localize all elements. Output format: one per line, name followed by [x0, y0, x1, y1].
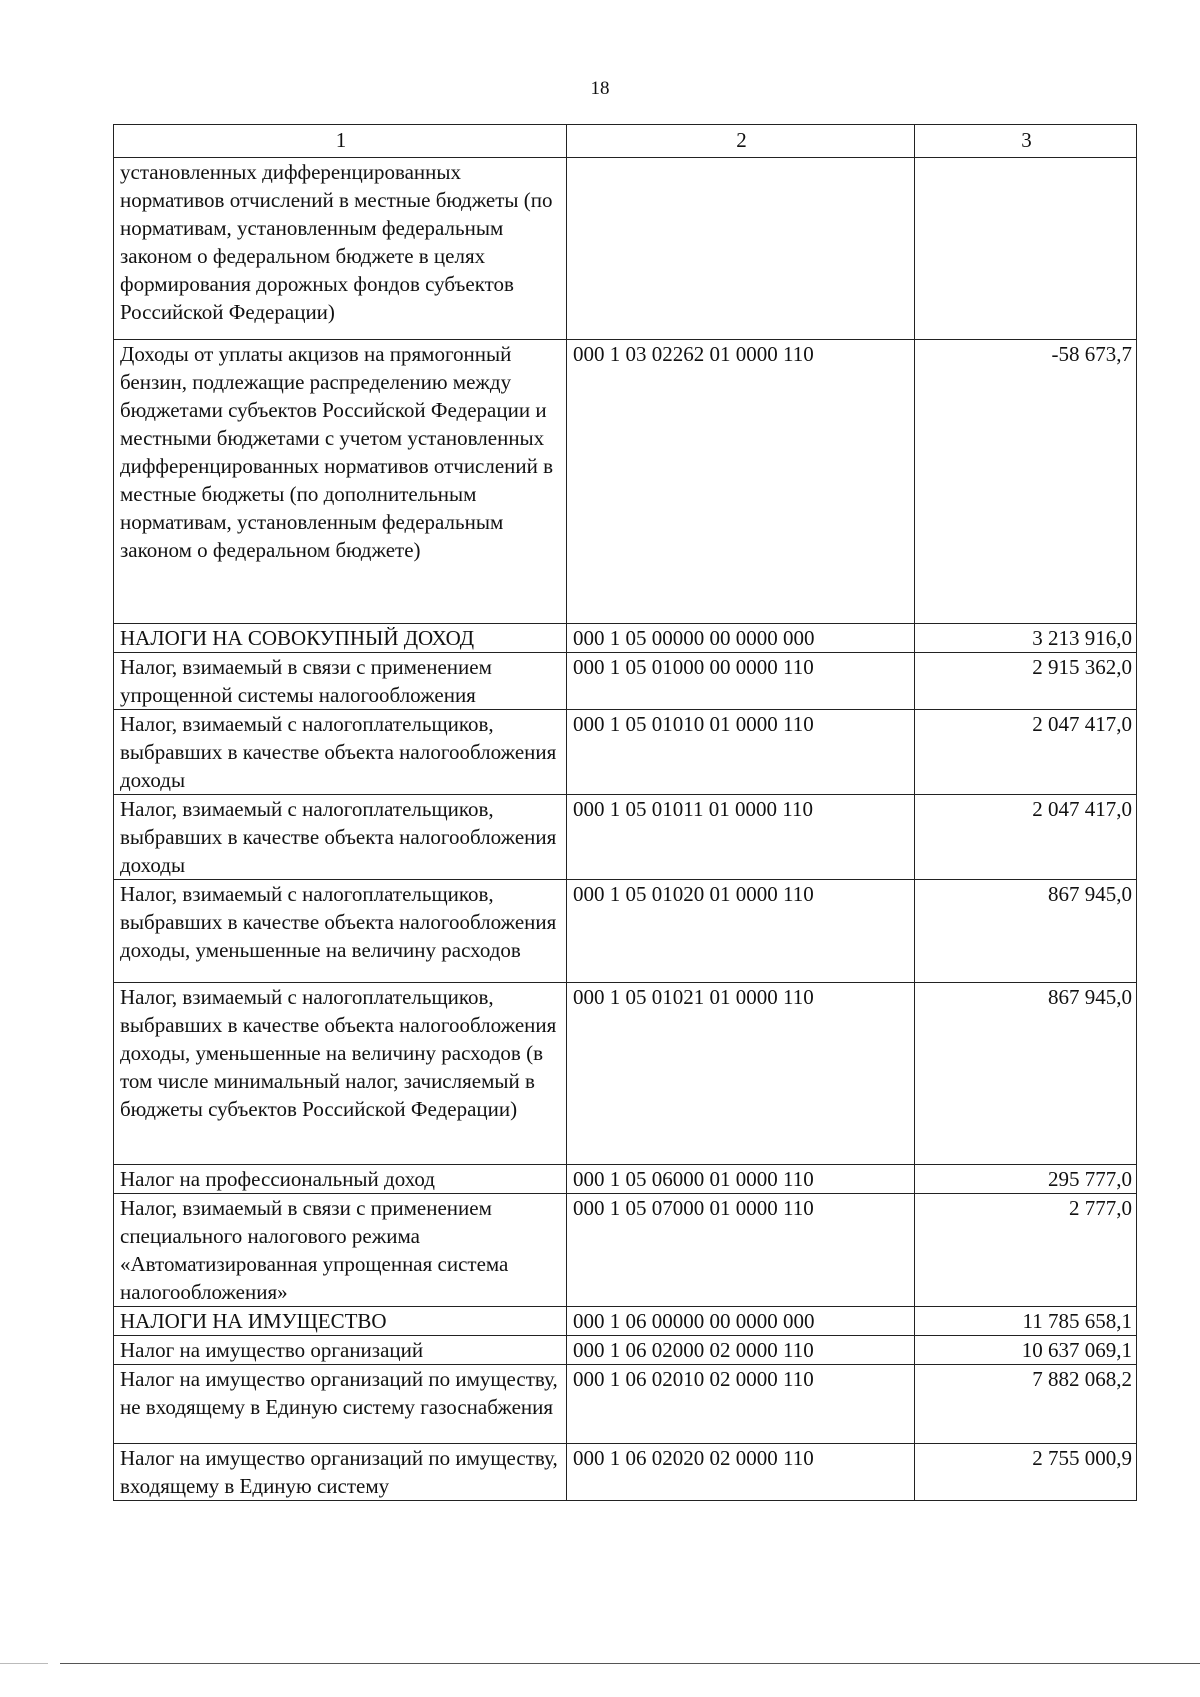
row-amount: 3 213 916,0 — [915, 624, 1137, 653]
table-row — [114, 1307, 1137, 1336]
row-name: установленных дифференцированных нормативов отчислений в местные бюджеты (по нормативам, установленным федеральным законом о федеральном бюджете в целях формирования дорожных фондов субъектов Российской Федерации) — [114, 158, 567, 340]
row-amount: 7 882 068,2 — [915, 1365, 1137, 1444]
row-code: 000 1 03 02262 01 0000 110 — [567, 340, 915, 624]
row-amount: 10 637 069,1 — [915, 1336, 1137, 1365]
row-name: Налог, взимаемый с налогоплательщиков, выбравших в качестве объекта налогообложения доходы — [114, 710, 567, 795]
table-row — [114, 983, 1137, 1165]
row-name: Доходы от уплаты акцизов на прямогонный бензин, подлежащие распределению между бюджетами субъектов Российской Федерации и местными бюджетами с учетом установленных дифференцированных нормативов отчислений в местные бюджеты (по дополнительным нормативам, установленным федеральным законом о федеральном бюджете) — [114, 340, 567, 624]
row-code: 000 1 06 00000 00 0000 000 — [567, 1307, 915, 1336]
row-name: НАЛОГИ НА ИМУЩЕСТВО — [114, 1307, 567, 1336]
row-name: Налог, взимаемый в связи с применением специального налогового режима «Автоматизированная упрощенная система налогообложения» — [114, 1194, 567, 1307]
footer-rule-left — [0, 1663, 48, 1664]
row-code: 000 1 05 01011 01 0000 110 — [567, 795, 915, 880]
table-row — [114, 880, 1137, 983]
table-row — [114, 653, 1137, 710]
row-amount: 2 047 417,0 — [915, 710, 1137, 795]
row-name: Налог, взимаемый в связи с применением упрощенной системы налогообложения — [114, 653, 567, 710]
row-code: 000 1 05 01000 00 0000 110 — [567, 653, 915, 710]
table-row — [114, 1444, 1137, 1501]
row-code: 000 1 05 07000 01 0000 110 — [567, 1194, 915, 1307]
row-code: 000 1 05 00000 00 0000 000 — [567, 624, 915, 653]
page-number: 18 — [590, 78, 610, 99]
row-name: Налог на профессиональный доход — [114, 1165, 567, 1194]
row-amount: 11 785 658,1 — [915, 1307, 1137, 1336]
row-name: Налог на имущество организаций по имуществу, не входящему в Единую систему газоснабжения — [114, 1365, 567, 1444]
row-name: Налог, взимаемый с налогоплательщиков, выбравших в качестве объекта налогообложения доходы, уменьшенные на величину расходов (в том числе минимальный налог, зачисляемый в бюджеты субъектов Российской Федерации) — [114, 983, 567, 1165]
row-amount — [915, 158, 1137, 340]
row-code: 000 1 06 02000 02 0000 110 — [567, 1336, 915, 1365]
table-row — [114, 1194, 1137, 1307]
column-header-row — [114, 125, 1137, 158]
row-name: Налог на имущество организаций — [114, 1336, 567, 1365]
column-header-2: 2 — [567, 125, 915, 158]
row-name: Налог на имущество организаций по имуществу, входящему в Единую систему — [114, 1444, 567, 1501]
row-amount: 867 945,0 — [915, 983, 1137, 1165]
row-amount: 2 755 000,9 — [915, 1444, 1137, 1501]
row-name: НАЛОГИ НА СОВОКУПНЫЙ ДОХОД — [114, 624, 567, 653]
row-code: 000 1 06 02010 02 0000 110 — [567, 1365, 915, 1444]
row-code: 000 1 05 01020 01 0000 110 — [567, 880, 915, 983]
row-code: 000 1 05 06000 01 0000 110 — [567, 1165, 915, 1194]
table-row — [114, 1336, 1137, 1365]
row-code — [567, 158, 915, 340]
column-header-1: 1 — [114, 125, 567, 158]
row-code: 000 1 05 01021 01 0000 110 — [567, 983, 915, 1165]
table-row — [114, 1365, 1137, 1444]
row-code: 000 1 06 02020 02 0000 110 — [567, 1444, 915, 1501]
row-amount: 2 777,0 — [915, 1194, 1137, 1307]
table-row — [114, 158, 1137, 340]
revenue-table — [113, 124, 1137, 1501]
row-name: Налог, взимаемый с налогоплательщиков, выбравших в качестве объекта налогообложения доходы — [114, 795, 567, 880]
row-amount: 867 945,0 — [915, 880, 1137, 983]
row-amount: 2 915 362,0 — [915, 653, 1137, 710]
column-header-3: 3 — [915, 125, 1137, 158]
row-amount: -58 673,7 — [915, 340, 1137, 624]
table-row — [114, 624, 1137, 653]
row-code: 000 1 05 01010 01 0000 110 — [567, 710, 915, 795]
table-row — [114, 795, 1137, 880]
table-row — [114, 1165, 1137, 1194]
footer-rule — [60, 1663, 1200, 1664]
row-name: Налог, взимаемый с налогоплательщиков, выбравших в качестве объекта налогообложения доходы, уменьшенные на величину расходов — [114, 880, 567, 983]
row-amount: 295 777,0 — [915, 1165, 1137, 1194]
row-amount: 2 047 417,0 — [915, 795, 1137, 880]
table-row — [114, 710, 1137, 795]
table-row — [114, 340, 1137, 624]
